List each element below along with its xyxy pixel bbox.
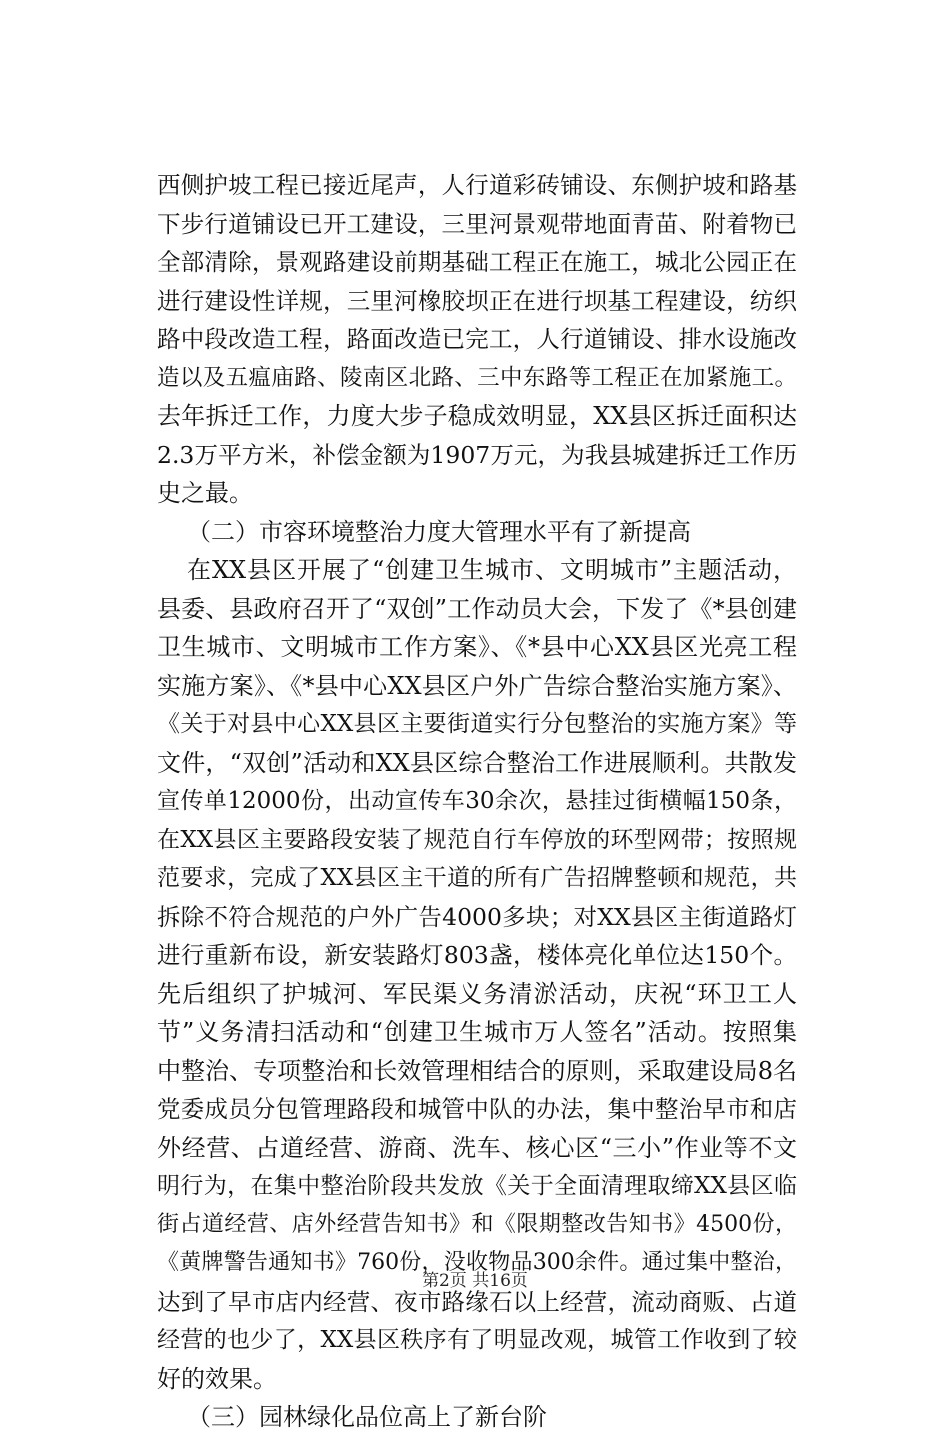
text-line: 节”义务清扫活动和“创建卫生城市万人签名”活动。按照集: [157, 1018, 797, 1046]
text-line: 县委、县政府召开了“双创”工作动员大会，下发了《*县创建: [157, 594, 797, 623]
text-line: 进行重新布设，新安装路灯803盏，楼体亮化单位达150个。: [157, 941, 797, 969]
text-line: 造以及五瘟庙路、陵南区北路、三中东路等工程正在加紧施工。: [157, 364, 797, 391]
text-line: 外经营、占道经营、游商、洗车、核心区“三小”作业等不文: [157, 1133, 797, 1162]
text-line: 实施方案》、《*县中心XX县区户外广告综合整治实施方案》、: [157, 671, 797, 700]
text-line: 达到了早市店内经营、夜市路缘石以上经营，流动商贩、占道: [157, 1287, 797, 1316]
text-line: 在XX县区开展了“创建卫生城市、文明城市”主题活动，: [187, 556, 797, 584]
text-line: 街占道经营、店外经营告知书》和《限期整改告知书》4500份，: [157, 1211, 797, 1237]
text-line: 路中段改造工程，路面改造已完工，人行道铺设、排水设施改: [157, 325, 797, 353]
section-heading: （二）市容环境整治力度大管理水平有了新提高: [187, 517, 691, 546]
text-line: 拆除不符合规范的户外广告4000多块；对XX县区主街道路灯: [157, 902, 797, 931]
page-number-footer: 第2页 共16页: [422, 1271, 528, 1291]
text-line: 全部清除，景观路建设前期基础工程正在施工，城北公园正在: [157, 248, 797, 276]
text-line: 《关于对县中心XX县区主要街道实行分包整治的实施方案》等: [157, 711, 797, 737]
text-line: 明行为，在集中整治阶段共发放《关于全面清理取缔XX县区临: [157, 1173, 797, 1199]
text-line: 下步行道铺设已开工建设，三里河景观带地面青苗、附着物已: [157, 209, 797, 238]
text-line: 《黄牌警告通知书》760份，没收物品300余件。通过集中整治，: [157, 1250, 797, 1275]
text-line: 去年拆迁工作，力度大步子稳成效明显，XX县区拆迁面积达: [157, 402, 797, 430]
text-line: 经营的也少了，XX县区秩序有了明显改观，城管工作收到了较: [157, 1327, 797, 1353]
text-line: 党委成员分包管理路段和城管中队的办法，集中整治早市和店: [157, 1095, 797, 1123]
body-text: [157, 166, 797, 1437]
text-line: 2.3万平方米，补偿金额为1907万元，为我县城建拆迁工作历: [157, 440, 797, 469]
text-line: 西侧护坡工程已接近尾声，人行道彩砖铺设、东侧护坡和路基: [157, 171, 797, 199]
text-line: 中整治、专项整治和长效管理相结合的原则，采取建设局8名: [157, 1056, 797, 1085]
text-line: 文件，“双创”活动和XX县区综合整治工作进展顺利。共散发: [157, 748, 797, 777]
text-line: 史之最。: [157, 479, 253, 507]
text-line: 卫生城市、文明城市工作方案》、《*县中心XX县区光亮工程: [157, 633, 797, 661]
text-line: 范要求，完成了XX县区主干道的所有广告招牌整顿和规范，共: [157, 865, 797, 891]
text-line: 宣传单12000份，出动宣传车30余次，悬挂过街横幅150条，: [157, 788, 797, 814]
text-line: 进行建设性详规，三里河橡胶坝正在进行坝基工程建设，纺织: [157, 286, 797, 315]
text-line: 好的效果。: [157, 1364, 277, 1393]
text-line: 在XX县区主要路段安装了规范自行车停放的环型网带；按照规: [157, 826, 797, 853]
section-heading: （三）园林绿化品位高上了新台阶: [187, 1403, 547, 1431]
text-line: 先后组织了护城河、军民渠义务清淤活动，庆祝“环卫工人: [157, 979, 797, 1008]
